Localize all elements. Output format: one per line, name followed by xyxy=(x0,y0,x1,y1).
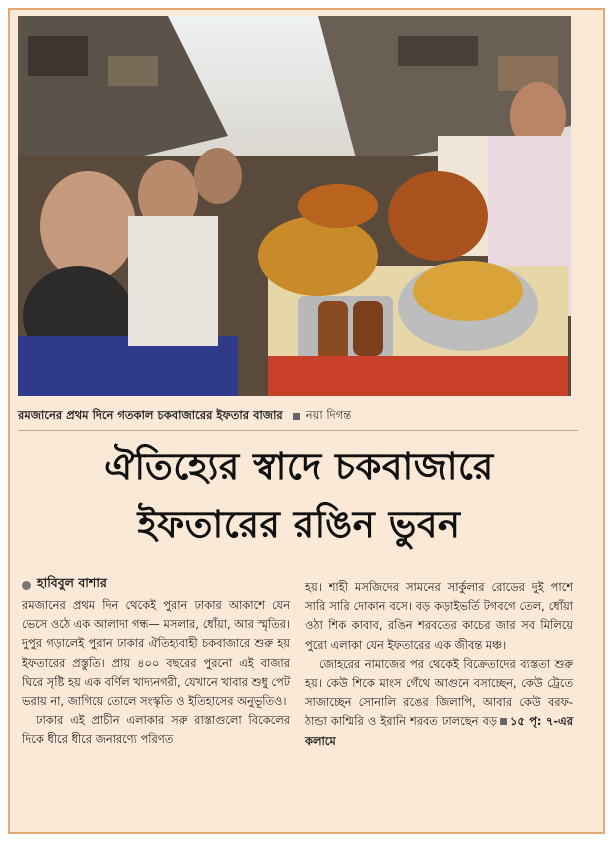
market-photo xyxy=(18,16,571,396)
body-paragraph xyxy=(305,655,573,751)
continued-text: ১৫ পৃ: ৭-এর কলামে xyxy=(305,714,573,748)
body-paragraph: রমজানের প্রথম দিন থেকেই পুরান ঢাকার আকাশে যেন ভেসে ওঠে এক আলাদা গন্ধ— মসলার, ধোঁয়া, আর স্মৃতির। দুপুর গড়ালেই পুরান ঢাকার ঐতিহ্যবাহী চকবাজারে শুরু হয় ইফতারের প্রস্তুতি। প্রায় ৪০০ বছরের পুরনো এই বাজার ঘিরে সৃষ্টি হয় এক বর্ণিল খাদ্যনগরী, যেখানে খাবার শুধু পেট ভরায় না, জাগিয়ে তোলে সংস্কৃতি ও ইতিহাসের অনুভূতিও। xyxy=(22,598,290,709)
headline-line-1: ঐতিহ্যের স্বাদে চকবাজারে xyxy=(104,445,494,488)
headline-line-2: ইফতারের রঙিন ভুবন xyxy=(137,503,461,546)
square-bullet-icon xyxy=(293,413,300,420)
byline xyxy=(22,575,107,595)
headline xyxy=(14,438,584,554)
body-text: জোহরের নামাজের পর থেকেই বিক্রেতাদের ব্যস্ততা শুরু হয়। কেউ শিকে মাংস গেঁথে আগুনে বসাচ্ছেন, কেউ ট্রেতে সাজাচ্ছেন সোনালি রঙের জিলাপি, আবার কেউ বরফ-ঠান্ডা কাশ্মিরি ও ইরানি শরবত ঢালছেন বড় xyxy=(305,656,573,729)
body-paragraph: ঢাকার এই প্রাচীন এলাকার সরু রাস্তাগুলো বিকেলের দিকে ধীরে ধীরে জনারণ্যে পরিণত xyxy=(22,713,290,747)
body-column-right xyxy=(305,578,573,751)
bullet-dot-icon xyxy=(22,581,31,590)
body-column-left xyxy=(22,596,290,750)
photo-credit: নয়া দিগন্ত xyxy=(305,407,352,422)
square-bullet-icon xyxy=(500,718,507,725)
market-photo-illustration xyxy=(18,16,571,396)
photo-caption xyxy=(18,405,578,427)
author-name: হাবিবুল বাশার xyxy=(37,575,107,590)
body-paragraph: হয়। শাহী মসজিদের সামনের সার্কুলার রোডের দুই পাশে সারি সারি দোকান বসে। বড় কড়াইভর্তি টগবগে তেল, ধোঁয়া ওঠা শিক কাবাব, রঙিন শরবতের কাচের জার সব মিলিয়ে পুরো এলাকা যেন ইফতারের এক জীবন্ত মঞ্চ। xyxy=(305,580,573,652)
caption-divider xyxy=(18,430,578,431)
caption-text: রমজানের প্রথম দিনে গতকাল চকবাজারের ইফতার বাজার xyxy=(18,407,283,422)
